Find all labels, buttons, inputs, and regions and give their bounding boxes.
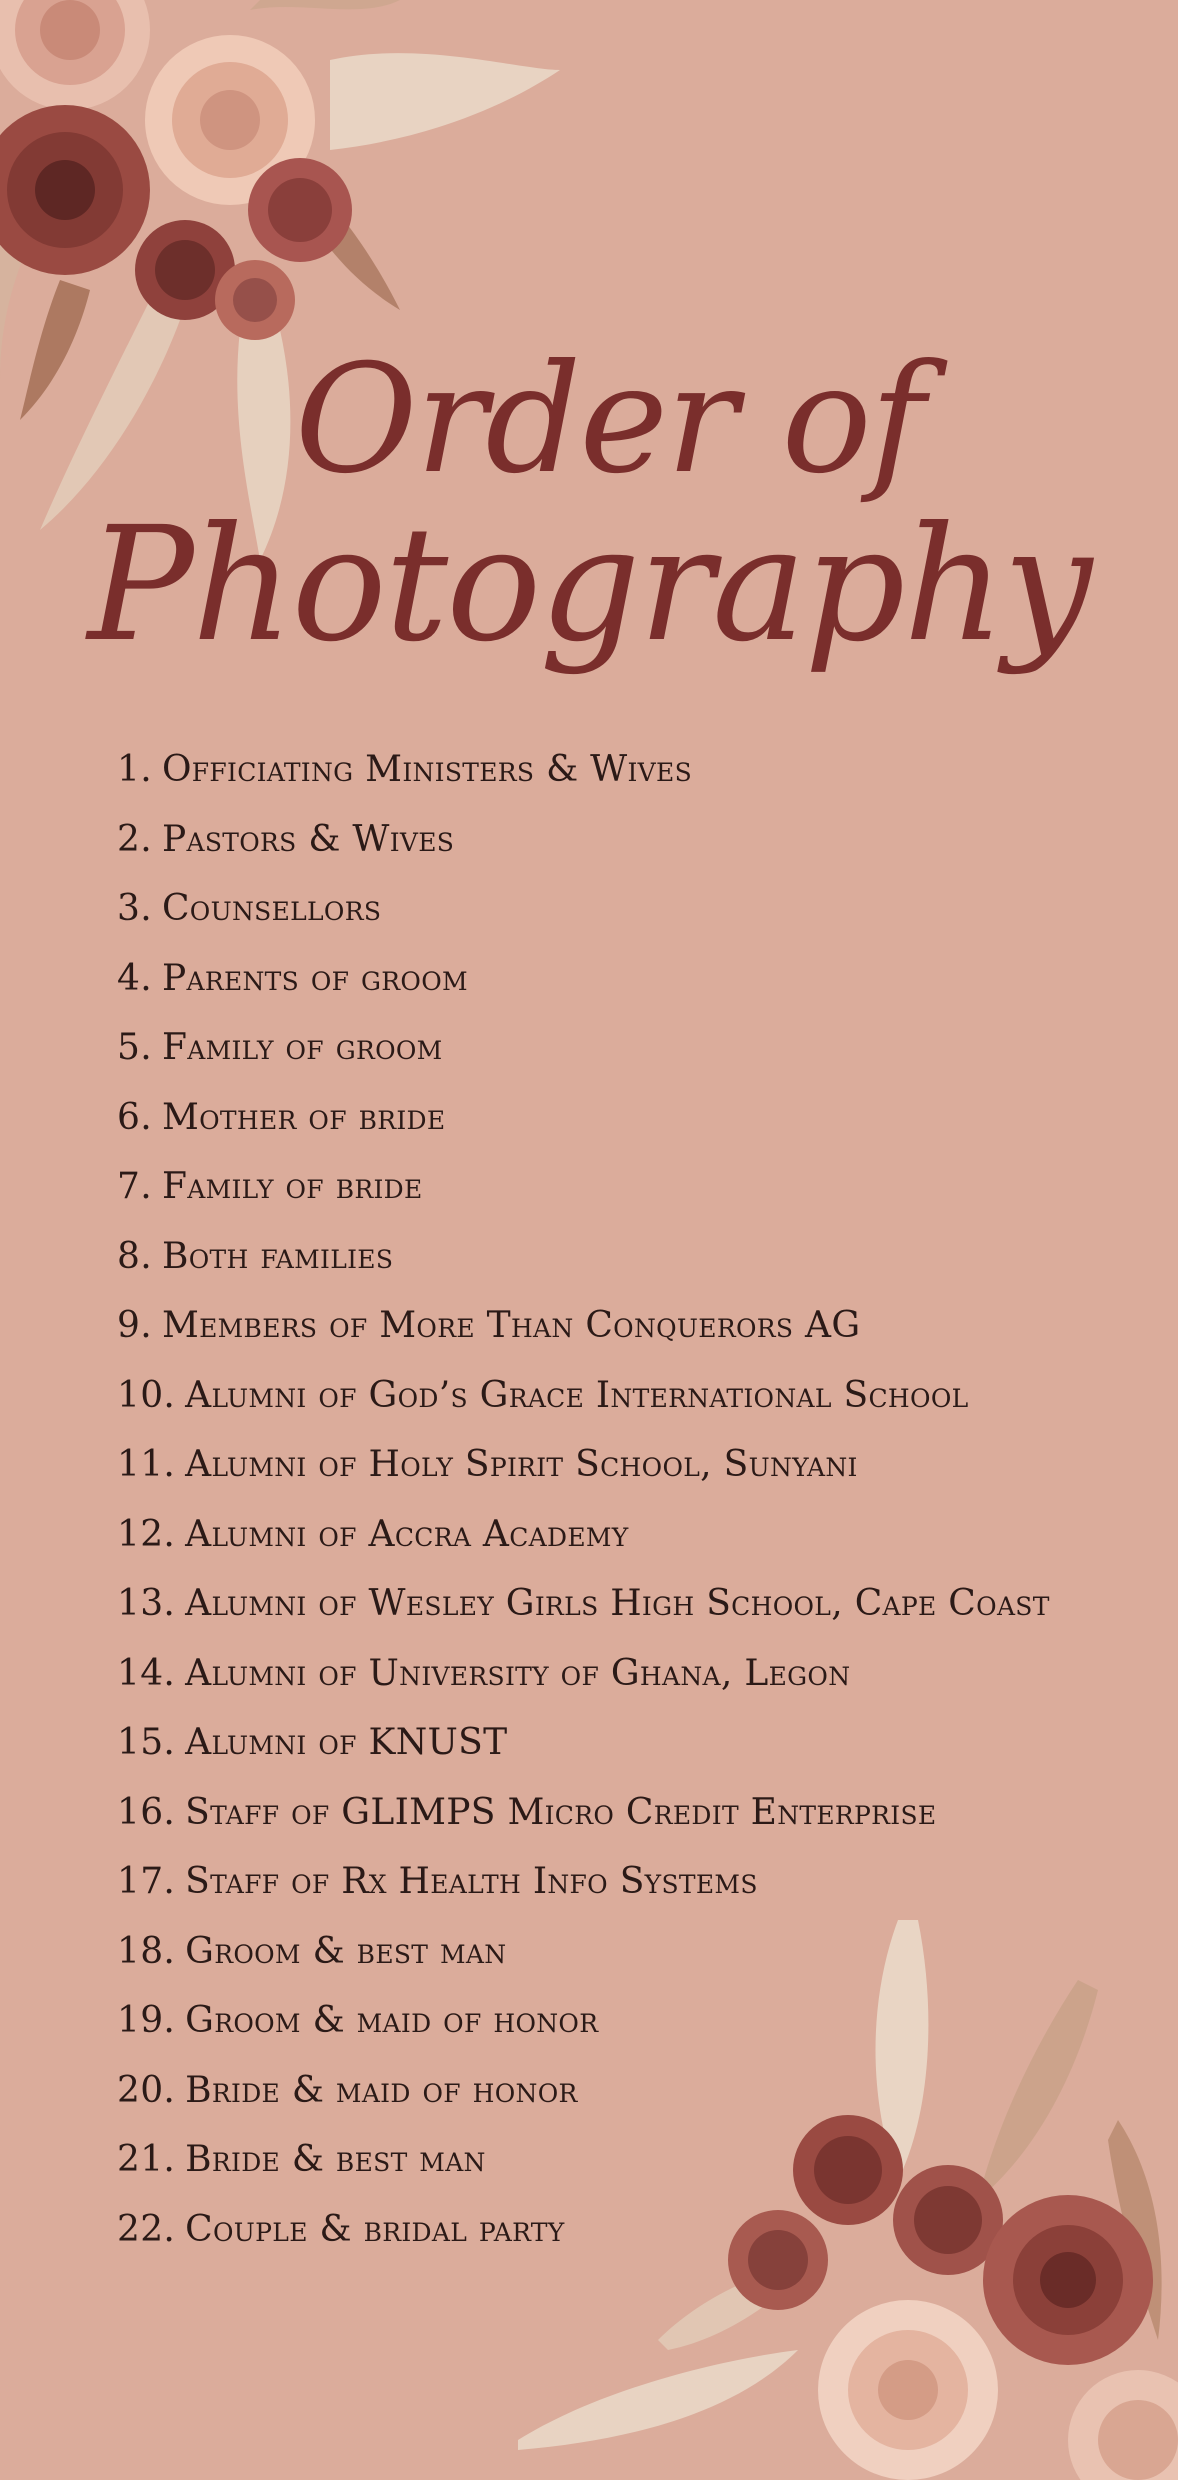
item-number: 4. [117,957,152,999]
item-text: Counsellors [161,888,382,929]
item-text: Pastors & Wives [161,818,455,860]
page-title-line-2: Photography [87,493,1091,677]
item-text: Alumni of KNUST [185,1722,508,1763]
item-number: 12. [117,1513,176,1555]
item-number: 16. [117,1791,176,1833]
item-text: Alumni of Holy Spirit School, Sunyani [185,1444,858,1485]
list-item [117,1783,1050,1853]
item-number: 22. [117,2208,176,2250]
list-item [117,1157,1050,1227]
item-text: Mother of bride [161,1096,446,1138]
item-number: 17. [117,1861,176,1902]
list-item [117,1018,1050,1088]
item-number: 3. [117,888,152,929]
item-text: Bride & best man [185,2139,486,2180]
item-text: Alumni of Wesley Girls High School, Cape Coast [185,1583,1050,1624]
list-item [117,1088,1050,1158]
item-number: 5. [117,1027,152,1068]
item-text: Alumni of University of Ghana, Legon [185,1652,851,1694]
item-text: Parents of groom [161,957,468,999]
item-number: 21. [117,2139,176,2180]
list-item [117,949,1050,1019]
item-text: Staff of GLIMPS Micro Credit Enterprise [185,1791,937,1833]
list-item [117,2061,1050,2131]
item-number: 11. [117,1444,176,1485]
item-number: 8. [117,1235,152,1277]
item-number: 1. [117,749,152,790]
item-text: Family of groom [161,1027,443,1068]
item-number: 14. [117,1652,176,1694]
list-item [117,2130,1050,2200]
photography-order-list [117,740,1050,2269]
item-number: 9. [117,1305,152,1346]
list-item [117,2200,1050,2270]
list-item [117,1296,1050,1366]
list-item [117,1366,1050,1436]
list-item [117,1644,1050,1714]
item-number: 2. [117,818,152,860]
page-title-line-1: Order of [294,333,924,507]
list-item [117,1922,1050,1992]
list-item [117,1505,1050,1575]
item-number: 19. [117,2000,176,2041]
item-text: Bride & maid of honor [185,2069,578,2111]
item-text: Groom & best man [185,1930,507,1972]
list-item [117,1991,1050,2061]
list-item [117,740,1050,810]
item-text: Members of More Than Conquerors AG [161,1305,861,1346]
item-number: 6. [117,1096,152,1138]
item-text: Both families [161,1235,394,1277]
item-text: Officiating Ministers & Wives [161,749,692,790]
item-text: Alumni of God’s Grace International School [185,1374,969,1416]
item-number: 15. [117,1722,176,1763]
list-item [117,1574,1050,1644]
item-text: Family of bride [161,1166,423,1207]
item-number: 13. [117,1583,176,1624]
item-text: Alumni of Accra Academy [185,1513,629,1555]
list-item [117,879,1050,949]
list-item [117,810,1050,880]
item-text: Couple & bridal party [185,2208,565,2250]
list-item [117,1713,1050,1783]
item-number: 10. [117,1374,176,1416]
item-number: 20. [117,2069,176,2111]
list-item [117,1227,1050,1297]
item-number: 7. [117,1166,152,1207]
list-item [117,1435,1050,1505]
item-text: Groom & maid of honor [185,2000,599,2041]
item-text: Staff of Rx Health Info Systems [185,1861,758,1902]
list-item [117,1852,1050,1922]
item-number: 18. [117,1930,176,1972]
